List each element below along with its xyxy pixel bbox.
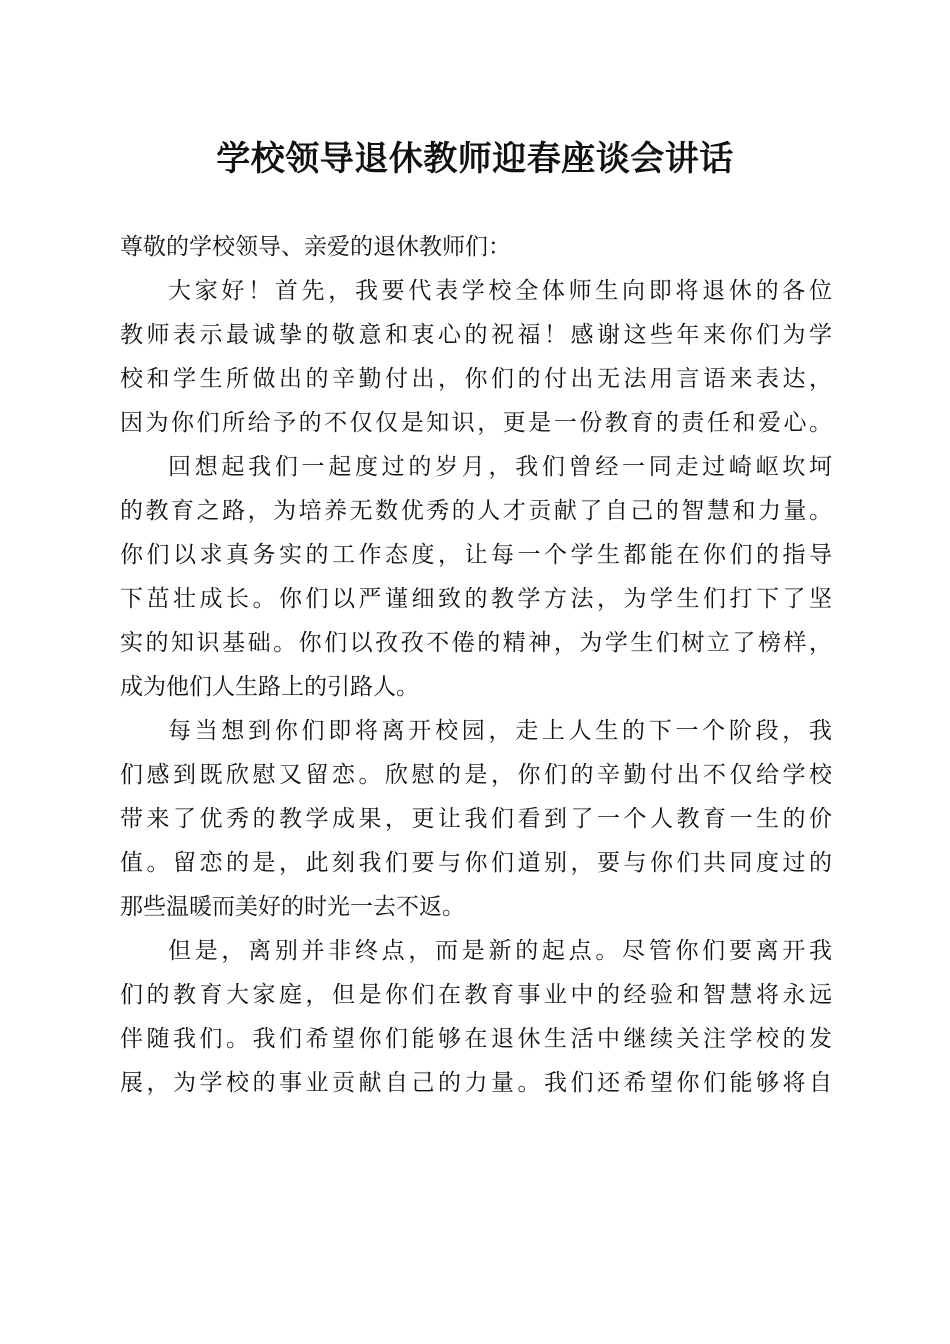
paragraph-line: 的教育之路，为培养无数优秀的人才贡献了自己的智慧和力量。 [120, 498, 832, 524]
paragraph-4 [120, 929, 832, 1105]
paragraph-line: 展，为学校的事业贡献自己的力量。我们还希望你们能够将自 [120, 1070, 832, 1096]
paragraph-1 [120, 269, 832, 445]
paragraph-line: 大家好！首先，我要代表学校全体师生向即将退休的各位 [168, 278, 832, 304]
paragraph-line: 你们以求真务实的工作态度，让每一个学生都能在你们的指导 [120, 542, 832, 568]
salutation: 尊敬的学校领导、亲爱的退休教师们： [120, 234, 511, 260]
paragraph-line: 值。留恋的是，此刻我们要与你们道别，要与你们共同度过的 [120, 850, 832, 876]
paragraph-line: 校和学生所做出的辛勤付出，你们的付出无法用言语来表达， [120, 366, 832, 392]
paragraph-line: 们感到既欣慰又留恋。欣慰的是，你们的辛勤付出不仅给学校 [120, 762, 832, 788]
paragraph-line: 伴随我们。我们希望你们能够在退休生活中继续关注学校的发 [120, 1026, 832, 1052]
document-body [120, 225, 832, 1105]
paragraph-line: 带来了优秀的教学成果，更让我们看到了一个人教育一生的价 [120, 806, 832, 832]
document-title: 学校领导退休教师迎春座谈会讲话 [216, 139, 734, 179]
paragraph-line: 每当想到你们即将离开校园，走上人生的下一个阶段，我 [168, 718, 832, 744]
paragraph-line: 但是，离别并非终点，而是新的起点。尽管你们要离开我 [168, 938, 832, 964]
paragraph-line: 回想起我们一起度过的岁月，我们曾经一同走过崎岖坎坷 [168, 454, 832, 480]
paragraph-line: 成为他们人生路上的引路人。 [120, 674, 419, 700]
paragraph-line: 下茁壮成长。你们以严谨细致的教学方法，为学生们打下了坚 [120, 586, 832, 612]
paragraph-line: 教师表示最诚挚的敬意和衷心的祝福！感谢这些年来你们为学 [120, 322, 832, 348]
paragraph-3 [120, 709, 832, 929]
paragraph-line: 因为你们所给予的不仅仅是知识，更是一份教育的责任和爱心。 [120, 410, 832, 436]
paragraph-line: 那些温暖而美好的时光一去不返。 [120, 894, 465, 920]
paragraph-line: 实的知识基础。你们以孜孜不倦的精神，为学生们树立了榜样， [120, 630, 832, 656]
paragraph-line: 们的教育大家庭，但是你们在教育事业中的经验和智慧将永远 [120, 982, 832, 1008]
paragraph-2 [120, 445, 832, 709]
